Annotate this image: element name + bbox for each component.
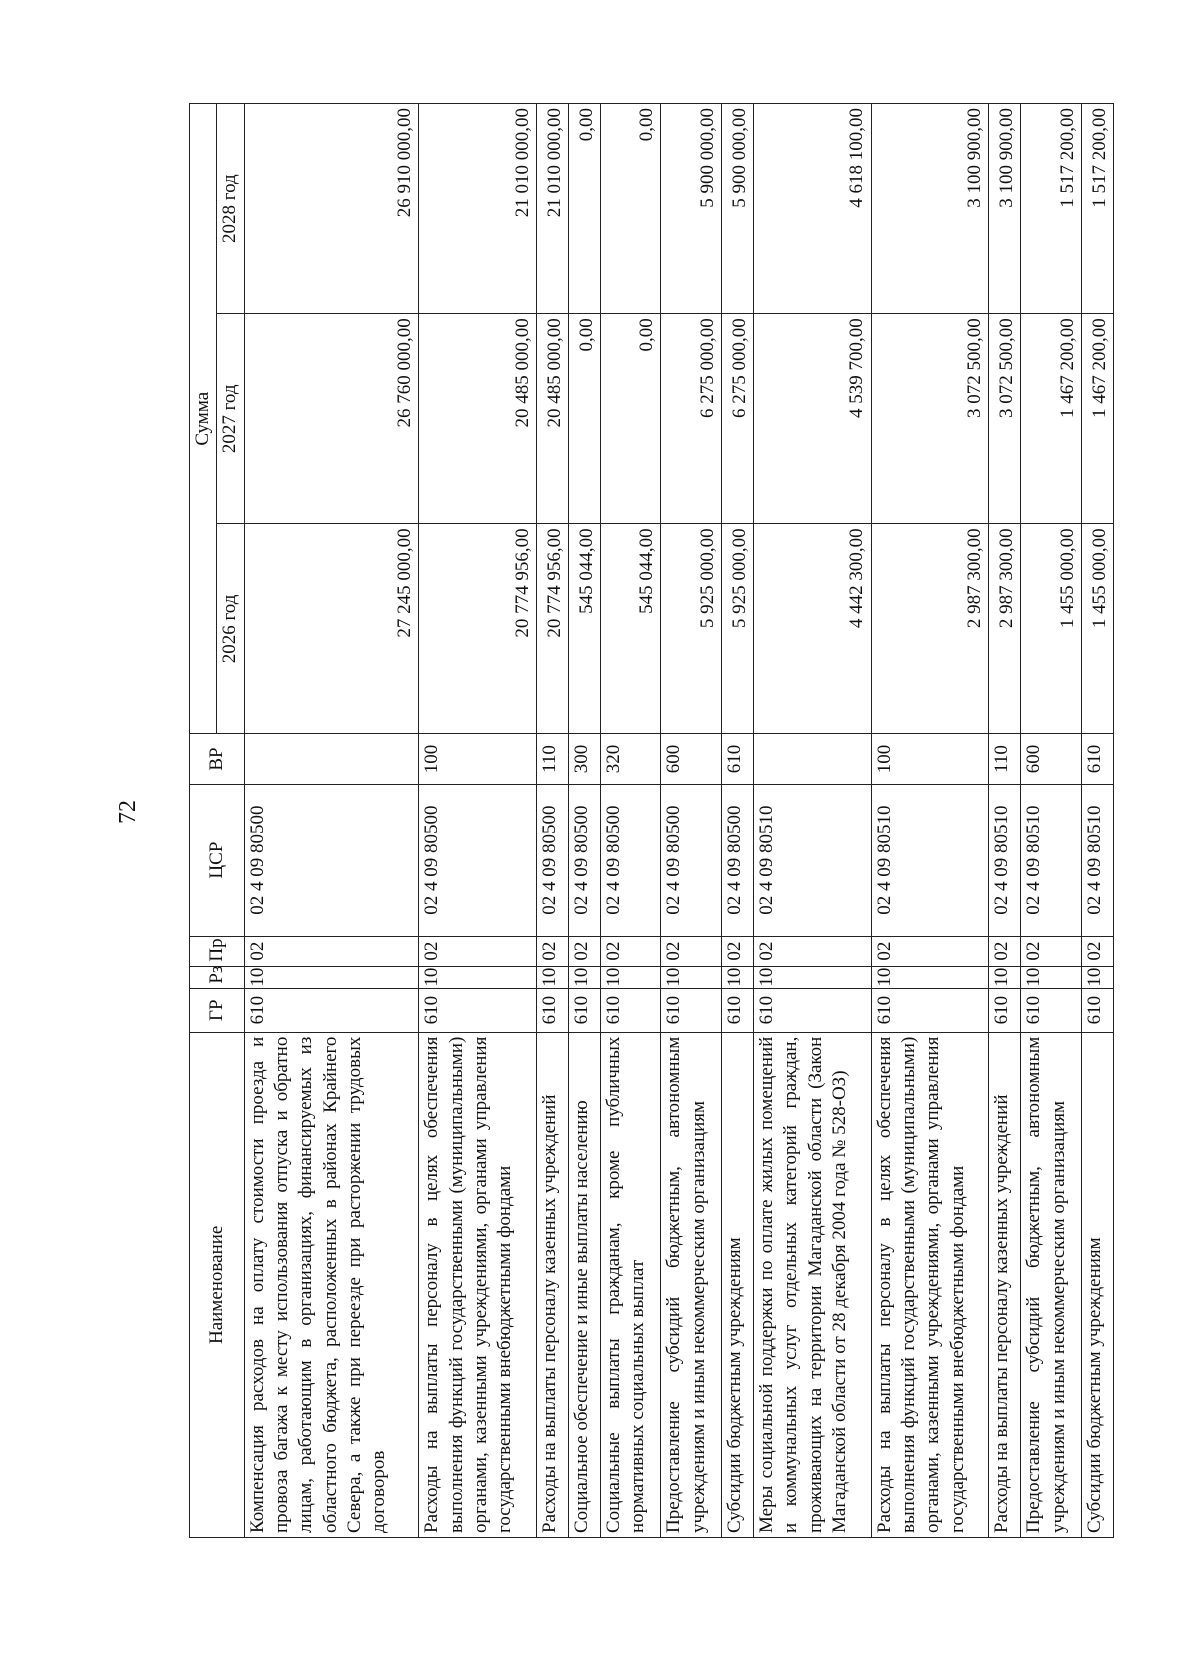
cell-vr: 100 (871, 734, 989, 784)
table-header-row (190, 104, 217, 1538)
cell-rz: 10 (536, 966, 568, 988)
cell-vr: 600 (1021, 734, 1082, 784)
cell-2028: 1 517 200,00 (1021, 104, 1082, 314)
cell-gr: 610 (989, 988, 1021, 1032)
header-year-2027: 2027 год (217, 314, 244, 524)
cell-rz: 10 (722, 966, 754, 988)
cell-csr: 02 4 09 80500 (244, 784, 419, 936)
cell-2027: 26 760 000,00 (244, 314, 419, 524)
cell-vr: 110 (536, 734, 568, 784)
cell-csr: 02 4 09 80500 (419, 784, 537, 936)
cell-2028: 21 010 000,00 (536, 104, 568, 314)
cell-vr: 600 (661, 734, 722, 784)
cell-2026: 545 044,00 (600, 524, 661, 734)
cell-2026: 20 774 956,00 (419, 524, 537, 734)
cell-rz: 10 (989, 966, 1021, 988)
rotated-table-container (189, 103, 1114, 1538)
cell-rz: 10 (1081, 966, 1113, 988)
cell-vr: 320 (600, 734, 661, 784)
cell-rz: 10 (600, 966, 661, 988)
cell-2028: 0,00 (568, 104, 600, 314)
cell-gr: 610 (1081, 988, 1113, 1032)
cell-pr: 02 (1021, 936, 1082, 966)
cell-name: Социальное обеспечение и иные выплаты населению (568, 1032, 600, 1537)
cell-vr: 610 (722, 734, 754, 784)
cell-2028: 1 517 200,00 (1081, 104, 1113, 314)
cell-gr: 610 (600, 988, 661, 1032)
cell-gr: 610 (568, 988, 600, 1032)
cell-2028: 5 900 000,00 (661, 104, 722, 314)
cell-gr: 610 (536, 988, 568, 1032)
cell-pr: 02 (754, 936, 872, 966)
cell-name: Меры социальной поддержки по оплате жилых помещений и коммунальных услуг отдельных категорий граждан, проживающих на территории Магаданской области (Закон Магаданской области от 28 декабря 2004 года № 528-ОЗ) (754, 1032, 872, 1537)
cell-name: Предоставление субсидий бюджетным, автономным учреждениям и иным некоммерческим организациям (661, 1032, 722, 1537)
table-row (1081, 104, 1113, 1538)
cell-2026: 2 987 300,00 (989, 524, 1021, 734)
cell-vr (754, 734, 872, 784)
cell-2027: 20 485 000,00 (419, 314, 537, 524)
cell-2027: 6 275 000,00 (661, 314, 722, 524)
cell-vr: 610 (1081, 734, 1113, 784)
cell-gr: 610 (722, 988, 754, 1032)
cell-csr: 02 4 09 80500 (536, 784, 568, 936)
cell-rz: 10 (419, 966, 537, 988)
cell-2027: 0,00 (568, 314, 600, 524)
cell-csr: 02 4 09 80500 (600, 784, 661, 936)
cell-csr: 02 4 09 80510 (1081, 784, 1113, 936)
cell-2028: 3 100 900,00 (871, 104, 989, 314)
cell-gr: 610 (661, 988, 722, 1032)
cell-2026: 1 455 000,00 (1081, 524, 1113, 734)
cell-2027: 6 275 000,00 (722, 314, 754, 524)
page-number: 72 (115, 800, 141, 824)
cell-2026: 5 925 000,00 (661, 524, 722, 734)
header-rz: Рз (190, 966, 245, 988)
cell-name: Расходы на выплаты персоналу в целях обеспечения выполнения функций государственными (муниципальными) органами, казенными учреждениями, органами управления государственными внебюджетными фондами (871, 1032, 989, 1537)
cell-rz: 10 (754, 966, 872, 988)
cell-gr: 610 (754, 988, 872, 1032)
cell-csr: 02 4 09 80510 (1021, 784, 1082, 936)
cell-csr: 02 4 09 80510 (989, 784, 1021, 936)
table-row (989, 104, 1021, 1538)
cell-gr: 610 (419, 988, 537, 1032)
cell-2026: 4 442 300,00 (754, 524, 872, 734)
header-year-2026: 2026 год (217, 524, 244, 734)
cell-csr: 02 4 09 80510 (871, 784, 989, 936)
cell-gr: 610 (244, 988, 419, 1032)
cell-2027: 1 467 200,00 (1021, 314, 1082, 524)
cell-2028: 0,00 (600, 104, 661, 314)
cell-gr: 610 (871, 988, 989, 1032)
cell-vr: 110 (989, 734, 1021, 784)
table-row (568, 104, 600, 1538)
cell-rz: 10 (244, 966, 419, 988)
cell-2027: 20 485 000,00 (536, 314, 568, 524)
cell-name: Расходы на выплаты персоналу казенных учреждений (536, 1032, 568, 1537)
cell-2028: 26 910 000,00 (244, 104, 419, 314)
cell-2027: 0,00 (600, 314, 661, 524)
table-row (536, 104, 568, 1538)
header-csr: ЦСР (190, 784, 245, 936)
table-row (871, 104, 989, 1538)
cell-pr: 02 (568, 936, 600, 966)
cell-2027: 3 072 500,00 (871, 314, 989, 524)
cell-pr: 02 (536, 936, 568, 966)
cell-vr (244, 734, 419, 784)
cell-pr: 02 (871, 936, 989, 966)
cell-gr: 610 (1021, 988, 1082, 1032)
budget-table (189, 103, 1114, 1538)
table-body (244, 104, 1113, 1538)
cell-name: Расходы на выплаты персоналу в целях обеспечения выполнения функций государственными (муниципальными) органами, казенными учреждениями, органами управления государственными внебюджетными фондами (419, 1032, 537, 1537)
cell-rz: 10 (1021, 966, 1082, 988)
header-year-2028: 2028 год (217, 104, 244, 314)
header-gr: ГР (190, 988, 245, 1032)
cell-name: Субсидии бюджетным учреждениям (722, 1032, 754, 1537)
table-row (661, 104, 722, 1538)
cell-pr: 02 (600, 936, 661, 966)
cell-name: Предоставление субсидий бюджетным, автономным учреждениям и иным некоммерческим организациям (1021, 1032, 1082, 1537)
header-vr: ВР (190, 734, 245, 784)
cell-pr: 02 (722, 936, 754, 966)
cell-2026: 20 774 956,00 (536, 524, 568, 734)
table-row (600, 104, 661, 1538)
cell-name: Расходы на выплаты персоналу казенных учреждений (989, 1032, 1021, 1537)
table-row (419, 104, 537, 1538)
cell-2026: 2 987 300,00 (871, 524, 989, 734)
cell-pr: 02 (419, 936, 537, 966)
cell-2028: 4 618 100,00 (754, 104, 872, 314)
cell-2026: 545 044,00 (568, 524, 600, 734)
cell-2028: 21 010 000,00 (419, 104, 537, 314)
cell-pr: 02 (1081, 936, 1113, 966)
table-row (244, 104, 419, 1538)
cell-csr: 02 4 09 80500 (722, 784, 754, 936)
cell-rz: 10 (871, 966, 989, 988)
cell-2027: 1 467 200,00 (1081, 314, 1113, 524)
cell-name: Субсидии бюджетным учреждениям (1081, 1032, 1113, 1537)
cell-vr: 300 (568, 734, 600, 784)
table-row (722, 104, 754, 1538)
cell-2027: 4 539 700,00 (754, 314, 872, 524)
cell-2028: 5 900 000,00 (722, 104, 754, 314)
cell-csr: 02 4 09 80500 (661, 784, 722, 936)
cell-name: Компенсация расходов на оплату стоимости проезда и провоза багажа к месту использования отпуска и обратно лицам, работающим в организациях, финансируемых из областного бюджета, расположенных в районах Крайнего Севера, а также при переезде при расторжении трудовых договоров (244, 1032, 419, 1537)
cell-rz: 10 (661, 966, 722, 988)
header-pr: Пр (190, 936, 245, 966)
cell-pr: 02 (244, 936, 419, 966)
header-sum: Сумма (190, 104, 217, 735)
cell-pr: 02 (989, 936, 1021, 966)
cell-vr: 100 (419, 734, 537, 784)
header-name: Наименование (190, 1032, 245, 1537)
cell-2026: 27 245 000,00 (244, 524, 419, 734)
cell-2026: 1 455 000,00 (1021, 524, 1082, 734)
cell-2027: 3 072 500,00 (989, 314, 1021, 524)
table-row (1021, 104, 1082, 1538)
cell-2026: 5 925 000,00 (722, 524, 754, 734)
cell-rz: 10 (568, 966, 600, 988)
cell-pr: 02 (661, 936, 722, 966)
cell-csr: 02 4 09 80510 (754, 784, 872, 936)
cell-2028: 3 100 900,00 (989, 104, 1021, 314)
table-row (754, 104, 872, 1538)
cell-name: Социальные выплаты гражданам, кроме публичных нормативных социальных выплат (600, 1032, 661, 1537)
cell-csr: 02 4 09 80500 (568, 784, 600, 936)
